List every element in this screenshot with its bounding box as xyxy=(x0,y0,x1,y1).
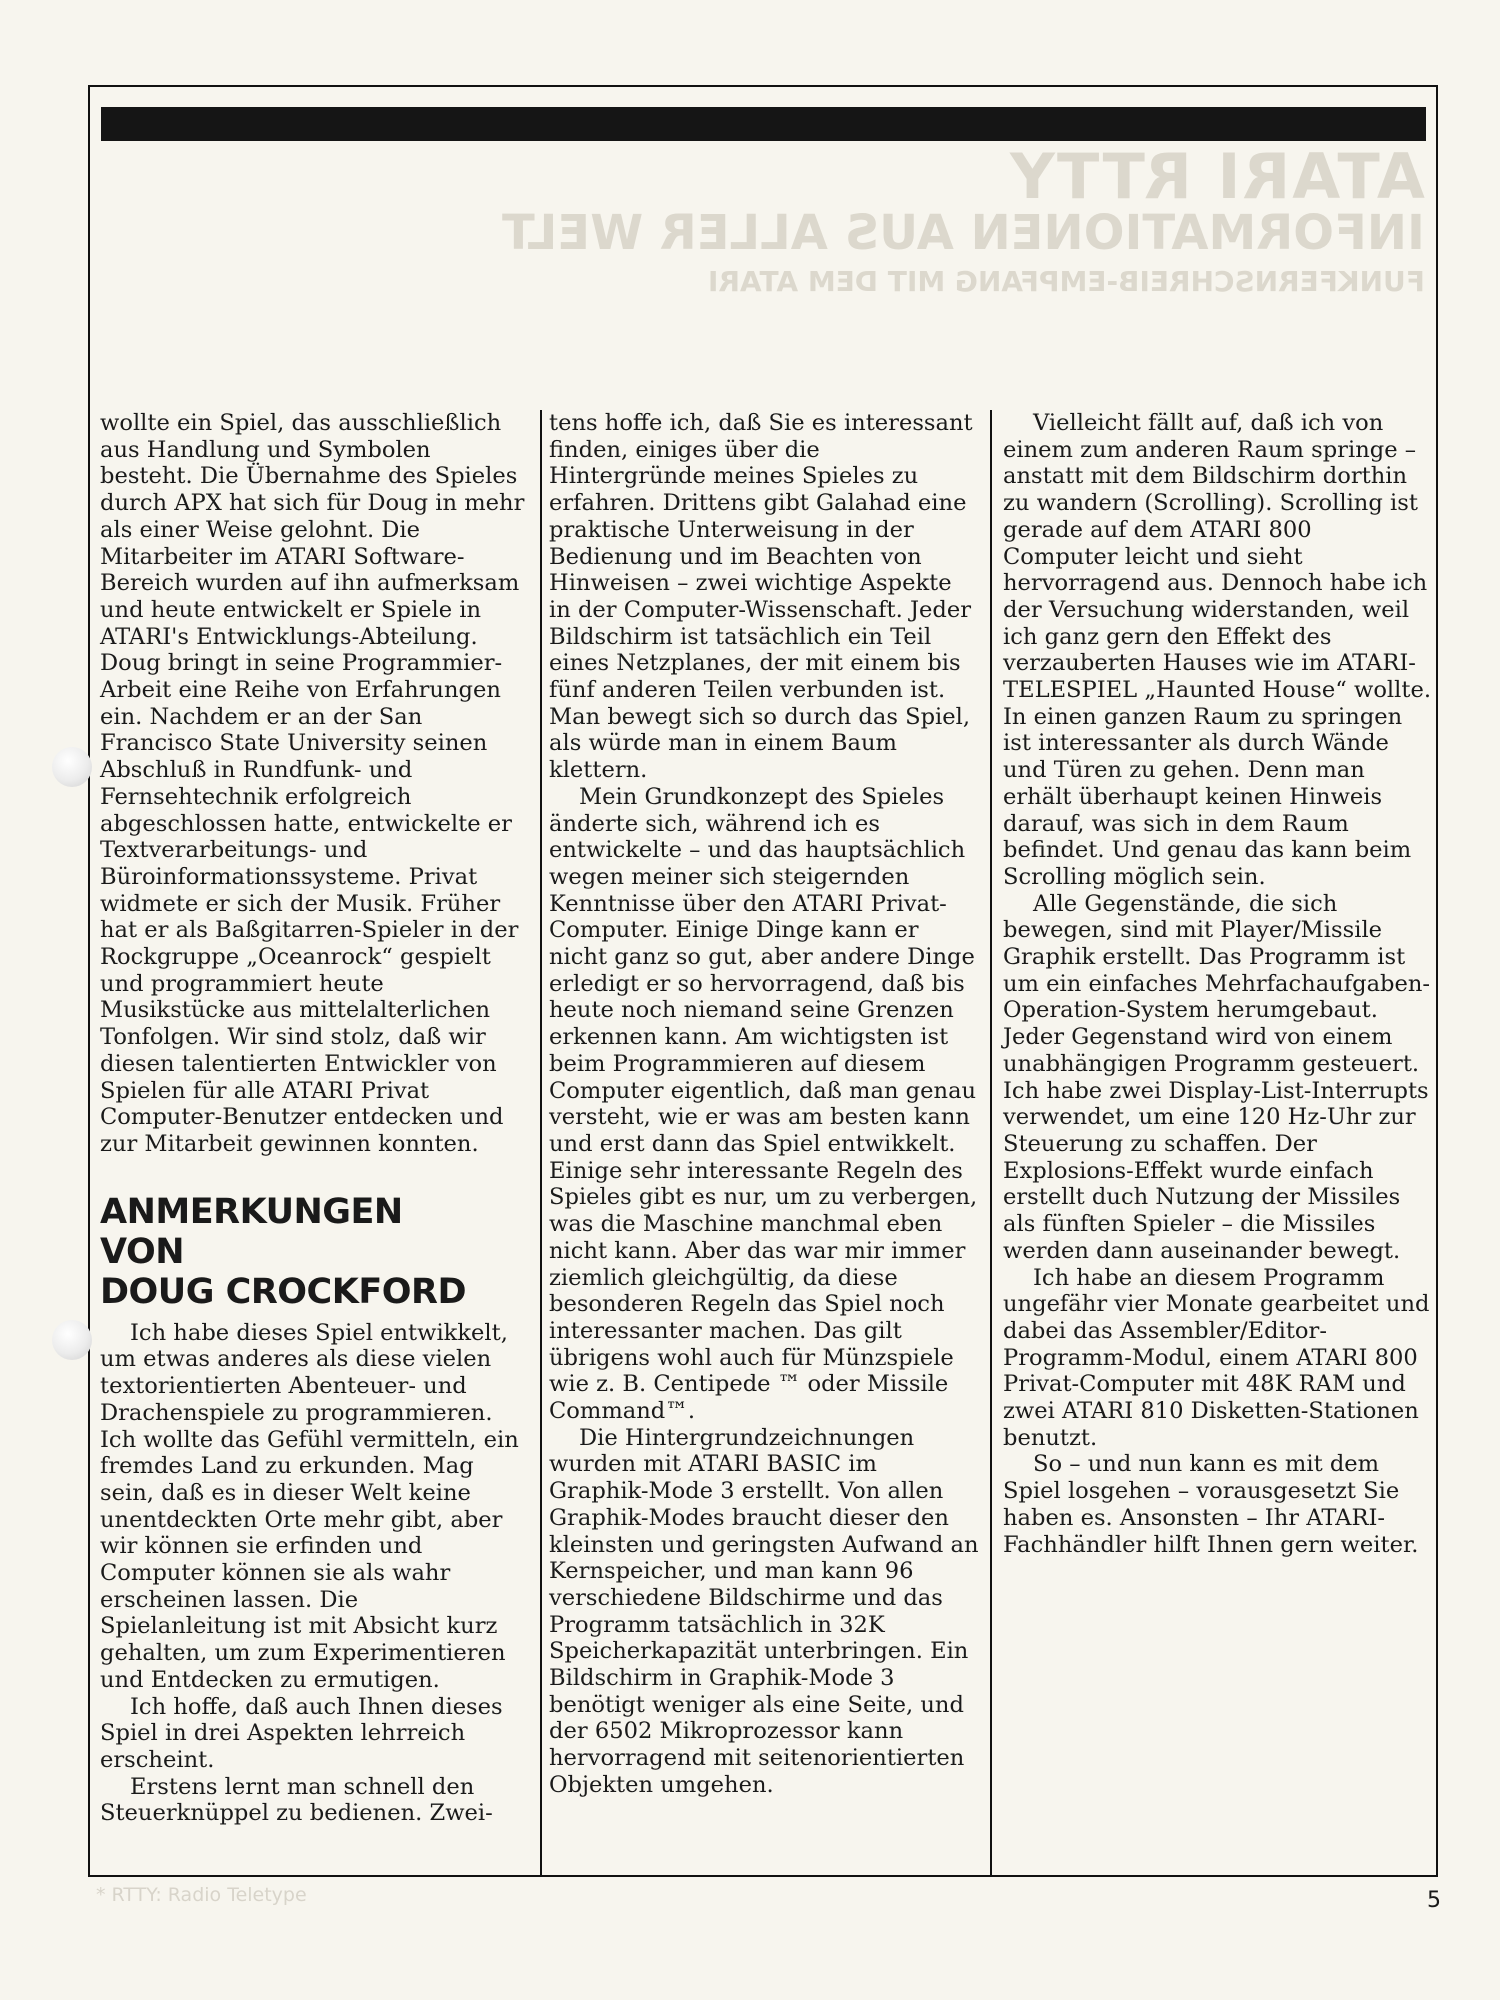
column-divider xyxy=(990,410,992,1877)
paragraph: wollte ein Spiel, das ausschließlich aus Handlung und Symbolen besteht. Die Übernahme des Spieles durch APX hat sich für Doug in mehr als einer Weise gelohnt. Die Mitarbeiter im ATARI Software-Bereich wurden auf ihn aufmerksam und heute entwickelt er Spiele in ATARI's Entwicklungs-Abteilung. Doug bringt in seine Programmier-Arbeit eine Reihe von Erfahrungen ein. Nachdem er an der San Francisco State University seinen Abschluß in Rundfunk- und Fernsehtechnik erfolgreich abgeschlossen hatte, entwickelte er Textverarbeitungs- und Büroinformationssysteme. Privat widmete er sich der Musik. Früher hat er als Baßgitarren-Spieler in der Rockgruppe „Oceanrock“ gespielt und programmiert heute Musikstücke aus mittelalterlichen Tonfolgen. Wir sind stolz, daß wir diesen talentierten Entwickler von Spielen für alle ATARI Privat Computer-Benutzer entdecken und zur Mitarbeit gewinnen konnten. xyxy=(100,410,525,1157)
paragraph: Mein Grundkonzept des Spieles änderte sich, während ich es entwickelte – und das hauptsächlich wegen meiner sich steigernden Kenntnisse über den ATARI Privat-Computer. Einige Dinge kann er nicht ganz so gut, aber andere Dinge erledigt er so hervorragend, daß bis heute noch niemand seine Grenzen erkennen kann. Am wichtigsten ist beim Programmieren auf diesem Computer eigentlich, daß man genau versteht, wie er was am besten kann und erst dann das Spiel entwikkelt. Einige sehr interessante Regeln des Spieles gibt es nur, um zu verbergen, was die Maschine manchmal eben nicht kann. Aber das war mir immer ziemlich gleichgültig, da diese besonderen Regeln das Spiel noch interessanter machen. Das gilt übrigens wohl auch für Münzspiele wie z. B. Centipede ™ oder Missile Command™. xyxy=(549,783,978,1425)
paragraph: Ich habe an diesem Programm ungefähr vier Monate gearbeitet und dabei das Assembler/Editor-Programm-Modul, einem ATARI 800 Privat-Computer mit 48K RAM und zwei ATARI 810 Disketten-Stationen benutzt. xyxy=(1003,1264,1430,1451)
heading-line: VON xyxy=(100,1231,185,1272)
paragraph: tens hoffe ich, daß Sie es interessant finden, einiges über die Hintergründe meines Spieles zu erfahren. Drittens gibt Galahad eine praktische Unterweisung in der Bedienung und im Beachten von Hinweisen – zwei wichtige Aspekte in der Computer-Wissenschaft. Jeder Bildschirm ist tatsächlich ein Teil eines Netzplanes, der mit einem bis fünf anderen Teilen verbunden ist. Man bewegt sich so durch das Spiel, als würde man in einem Baum klettern. xyxy=(549,410,973,784)
ghost-subtitle: INFORMATIONEN AUS ALLER WELT xyxy=(502,205,1425,261)
paragraph: Erstens lernt man schnell den Steuerknüppel zu bedienen. Zwei- xyxy=(100,1773,493,1827)
heading-line: ANMERKUNGEN xyxy=(100,1191,403,1232)
paragraph: Ich habe dieses Spiel entwikkelt, um etwas anderes als diese vielen textorientierten Abenteuer- und Drachenspiele zu programmieren. Ich wollte das Gefühl vermitteln, ein fremdes Land zu erkunden. Mag sein, daß es in dieser Welt keine unentdeckten Orte mehr gibt, aber wir können sie erfinden und Computer können sie als wahr erscheinen lassen. Die Spielanleitung ist mit Absicht kurz gehalten, um zum Experimentieren und Entdecken zu ermutigen. xyxy=(100,1319,519,1693)
ghost-subline: FUNKFERNSCHREIB-EMPFANG MIT DEM ATARI xyxy=(708,265,1425,298)
section-heading xyxy=(100,1192,530,1312)
heading-line: DOUG CROCKFORD xyxy=(100,1271,467,1312)
paragraph: Alle Gegenstände, die sich bewegen, sind mit Player/Missile Graphik erstellt. Das Programm ist um ein einfaches Mehrfachaufgaben-Operation-System herumgebaut. Jeder Gegenstand wird von einem unabhängigen Programm gesteuert. Ich habe zwei Display-List-Interrupts verwendet, um eine 120 Hz-Uhr zur Steuerung zu schaffen. Der Explosions-Effekt wurde einfach erstellt duch Nutzung der Missiles als fünften Spieler – die Missiles werden dann auseinander bewegt. xyxy=(1003,890,1431,1264)
page-number: 5 xyxy=(1427,1888,1441,1913)
paragraph: Ich hoffe, daß auch Ihnen dieses Spiel in drei Aspekten lehrreich erscheint. xyxy=(100,1693,503,1773)
bleed-through-caption: * RTTY: Radio Teletype xyxy=(96,1884,307,1906)
ghost-title: ATARI RTTY xyxy=(1008,140,1425,213)
column-2 xyxy=(549,410,979,1799)
punch-hole xyxy=(52,747,92,787)
column-1 xyxy=(100,410,530,1827)
paragraph: So – und nun kann es mit dem Spiel losgehen – vorausgesetzt Sie haben es. Ansonsten – Ihr ATARI-Fachhändler hilft Ihnen gern weiter. xyxy=(1003,1451,1419,1558)
header-bar xyxy=(101,107,1426,141)
punch-hole xyxy=(52,1320,92,1360)
paragraph: Vielleicht fällt auf, daß ich von einem zum anderen Raum springe – anstatt mit dem Bildschirm dorthin zu wandern (Scrolling). Scrolling ist gerade auf dem ATARI 800 Computer leicht und sieht hervorragend aus. Dennoch habe ich der Versuchung widerstanden, weil ich ganz gern den Effekt des verzauberten Hauses wie im ATARI-TELESPIEL „Haunted House“ wollte. In einen ganzen Raum zu springen ist interessanter als durch Wände und Türen zu gehen. Denn man erhält überhaupt keinen Hinweis darauf, was sich in dem Raum befindet. Und genau das kann beim Scrolling möglich sein. xyxy=(1003,410,1432,890)
column-3 xyxy=(1003,410,1433,1558)
paragraph: Die Hintergrundzeichnungen wurden mit ATARI BASIC im Graphik-Mode 3 erstellt. Von allen Graphik-Modes braucht dieser den kleinsten und geringsten Aufwand an Kernspeicher, und man kann 96 verschiedene Bildschirme und das Programm tatsächlich in 32K Speicherkapazität unterbringen. Ein Bildschirm in Graphik-Mode 3 benötigt weniger als eine Seite, und der 6502 Mikroprozessor kann hervorragend mit seitenorientierten Objekten umgehen. xyxy=(549,1424,979,1798)
column-divider xyxy=(540,410,542,1877)
